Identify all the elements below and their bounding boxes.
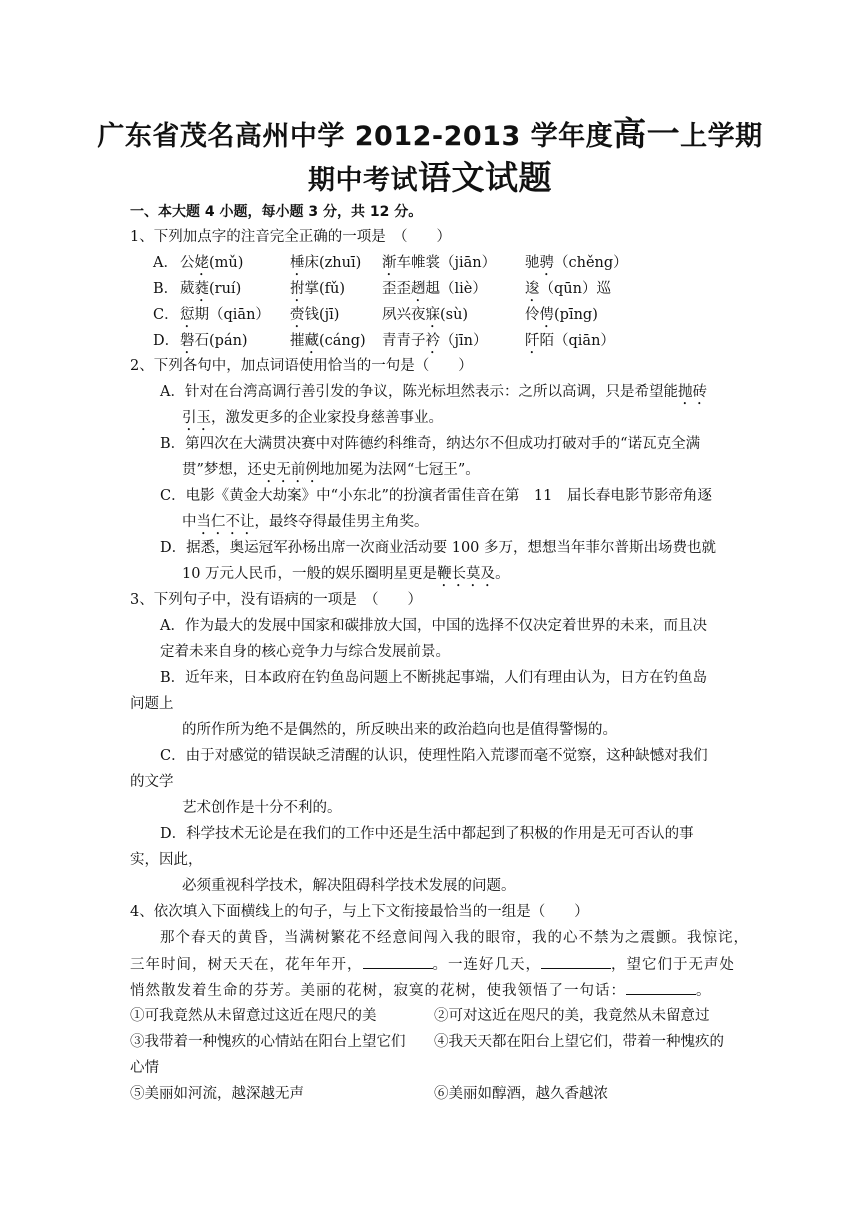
text: (mǔ) xyxy=(209,255,244,271)
title-part-big: 语文试题 xyxy=(418,158,552,197)
q4-passage-line1: 那个春天的黄昏，当满树繁花不经意间闯入我的眼帘，我的心不禁为之震颤。我惊诧， xyxy=(160,930,749,946)
q3-option-c-line2: 的文学 xyxy=(130,774,174,790)
dotted-char: 俜 xyxy=(539,307,554,323)
text: 。一连好几天， xyxy=(432,957,541,973)
text: 。 xyxy=(696,983,712,999)
text: 歪歪 xyxy=(382,281,411,297)
q1-option-item xyxy=(180,305,270,331)
q3-option-c-line1: C．由于对感觉的错误缺乏清醒的认识，使理性陷入荒谬而毫不觉察，这种缺憾对我们 xyxy=(160,748,708,764)
q1-option-item xyxy=(382,331,487,357)
text: 公 xyxy=(180,255,195,271)
q3-option-d-line1: D．科学技术无论是在我们的工作中还是生活中都起到了积极的作用是无可否认的事 xyxy=(160,826,694,842)
dotted-char: 赍 xyxy=(290,307,305,323)
text: 悄然散发着生命的芬芳。美丽的花树，寂寞的花树，使我领悟了一句话： xyxy=(130,983,626,999)
dotted-word: 鞭长莫及 xyxy=(437,566,496,582)
dotted-char: 磐 xyxy=(180,333,195,349)
text: （chěng） xyxy=(554,255,628,271)
title-part: 上学期 xyxy=(680,121,763,152)
q3-option-b-line3: 的所作所为绝不是偶然的，所反映出来的政治趋向也是值得警惕的。 xyxy=(182,722,617,738)
q2-option-a-line2 xyxy=(182,408,443,434)
dotted-char: 寐 xyxy=(425,307,440,323)
text: (ruí) xyxy=(209,281,242,297)
dotted-word: 抛砖 xyxy=(677,384,707,400)
text: 摧 xyxy=(290,333,305,349)
q1-option-item xyxy=(382,305,468,331)
page-title-line2 xyxy=(0,152,860,199)
q3-option-d-line2: 实，因此， xyxy=(130,852,203,868)
q2-option-b-line2 xyxy=(182,460,480,486)
text: 钱(jī) xyxy=(304,307,340,323)
dotted-char: 姥 xyxy=(194,255,209,271)
q1-option-item xyxy=(525,279,611,305)
blank-line xyxy=(541,954,611,969)
q1-option-item xyxy=(525,253,628,279)
question-2-stem: 2、下列各句中，加点词语使用恰当的一句是（ ） xyxy=(130,358,473,374)
q3-option-c-line3: 艺术创作是十分不利的。 xyxy=(182,800,342,816)
q1-option-item xyxy=(290,279,345,305)
q1-option-item xyxy=(382,253,496,279)
page-title-line1 xyxy=(0,108,860,155)
text: 石(pán) xyxy=(194,333,248,349)
q3-option-d-line3: 必须重视科学技术，解决阻碍科学技术发展的问题。 xyxy=(182,878,516,894)
text: 掌(fǔ) xyxy=(304,281,346,297)
q1-option-label: D． xyxy=(153,333,180,349)
text: (pīng) xyxy=(554,307,598,323)
title-part: 期中考试 xyxy=(308,165,418,196)
text: 中 xyxy=(182,514,197,530)
q1-option-item xyxy=(525,305,598,331)
q4-option-4: ④我天天都在阳台上望它们，带着一种愧疚的 xyxy=(434,1034,724,1050)
text: 。 xyxy=(495,566,510,582)
text: 床(zhuī) xyxy=(304,255,362,271)
text: 陌（qiān） xyxy=(539,333,615,349)
dotted-char: 逡 xyxy=(525,281,540,297)
text: (sù) xyxy=(440,307,469,323)
text: A．针对在台湾高调行善引发的争议，陈光标坦然表示：之所以高调，只是希望能 xyxy=(160,384,678,400)
q2-option-a-line1 xyxy=(160,382,707,408)
text: ，最终夺得最佳男主角奖。 xyxy=(254,514,429,530)
q3-option-b-line2: 问题上 xyxy=(130,696,174,712)
dotted-word: 史无前例 xyxy=(261,462,320,478)
title-part-big: 高一 xyxy=(613,114,681,153)
dotted-char: 愆 xyxy=(180,307,195,323)
dotted-char: 趔 xyxy=(411,281,426,297)
question-1-stem: 1、下列加点字的注音完全正确的一项是 （ ） xyxy=(130,229,451,245)
text: 10 万元人民币，一般的娱乐圈明星更是 xyxy=(182,566,438,582)
q3-option-a-line1: A．作为最大的发展中国家和碳排放大国，中国的选择不仅决定着世界的未来，而且决 xyxy=(160,618,707,634)
title-part: 广东省茂名高州中学 2012-2013 学年度 xyxy=(97,121,614,152)
blank-line xyxy=(626,980,696,995)
question-4-stem: 4、依次填入下面横线上的句子，与上下文衔接最恰当的一组是（ ） xyxy=(130,904,589,920)
text: （qūn）巡 xyxy=(539,281,611,297)
text: ，望它们于无声处 xyxy=(611,957,735,973)
text: 葳 xyxy=(180,281,195,297)
q1-option-item xyxy=(290,305,339,331)
q2-option-b-line1: B．第四次在大满贯决赛中对阵德约科维奇，纳达尔不但成功打破对手的“诺瓦克全满 xyxy=(160,436,701,452)
text: （jīn） xyxy=(440,333,488,349)
q1-option-item xyxy=(180,331,248,357)
q1-option-label: B． xyxy=(153,281,179,297)
q4-option-1: ①可我竟然从未留意过这近在咫尺的美 xyxy=(130,1008,377,1024)
section-heading: 一、本大题 4 小题，每小题 3 分，共 12 分。 xyxy=(130,204,423,220)
q1-option-item xyxy=(525,331,615,357)
q2-option-d-line2 xyxy=(182,564,510,590)
dotted-char: 渐 xyxy=(382,255,397,271)
q3-option-a-line2: 定着未来自身的核心竞争力与综合发展前景。 xyxy=(160,644,450,660)
text: 伶 xyxy=(525,307,540,323)
blank-line xyxy=(363,954,433,969)
q2-option-c-line1: C．电影《黄金大劫案》中“小东北”的扮演者雷佳音在第 11 届长春电影节影帝角逐 xyxy=(160,488,712,504)
dotted-char: 拊 xyxy=(290,281,305,297)
text: 贯”梦想，还 xyxy=(182,462,262,478)
text: 期（qiān） xyxy=(194,307,270,323)
q3-option-b-line1: B．近年来，日本政府在钓鱼岛问题上不断挑起事端，人们有理由认为，日方在钓鱼岛 xyxy=(160,670,708,686)
text: 青青子 xyxy=(382,333,426,349)
q1-option-item xyxy=(382,279,487,305)
q1-option-item xyxy=(180,279,241,305)
dotted-char: 棰 xyxy=(290,255,305,271)
q4-option-3: ③我带着一种愧疚的心情站在阳台上望它们 xyxy=(130,1034,406,1050)
question-3-stem: 3、下列句子中，没有语病的一项是 （ ） xyxy=(130,592,422,608)
q4-passage-line2 xyxy=(130,954,735,975)
text: 车帷裳（jiān） xyxy=(396,255,497,271)
dotted-word: 当仁不让 xyxy=(196,514,255,530)
dotted-char: 阡 xyxy=(525,333,540,349)
dotted-char: 藏 xyxy=(304,333,319,349)
dotted-word: 引玉 xyxy=(182,410,211,426)
q1-option-label: C． xyxy=(153,307,179,323)
q1-option-item xyxy=(290,331,366,357)
q4-option-5: ⑤美丽如河流，越深越无声 xyxy=(130,1086,304,1102)
text: ，激发更多的企业家投身慈善事业。 xyxy=(211,410,443,426)
text: 趄（liè） xyxy=(425,281,487,297)
text: (cáng) xyxy=(319,333,366,349)
q4-passage-line3 xyxy=(130,980,712,1001)
q2-option-d-line1: D．据悉，奥运冠军孙杨出席一次商业活动要 100 多万，想想当年菲尔普斯出场费也就 xyxy=(160,540,717,556)
q1-option-item xyxy=(180,253,243,279)
text: 三年时间，树天天在，花年年开， xyxy=(130,957,363,973)
q1-option-item xyxy=(290,253,361,279)
text: 夙兴夜 xyxy=(382,307,426,323)
text: 地加冕为法网“七冠王”。 xyxy=(319,462,480,478)
q1-option-label: A． xyxy=(153,255,178,271)
q4-option-4-cont: 心情 xyxy=(130,1060,159,1076)
dotted-char: 衿 xyxy=(425,333,440,349)
q4-option-2: ②可对这近在咫尺的美，我竟然从未留意过 xyxy=(434,1008,710,1024)
text: 驰 xyxy=(525,255,540,271)
dotted-char: 蕤 xyxy=(194,281,209,297)
q4-option-6: ⑥美丽如醇酒，越久香越浓 xyxy=(434,1086,608,1102)
q2-option-c-line2 xyxy=(182,512,429,538)
dotted-char: 骋 xyxy=(539,255,554,271)
